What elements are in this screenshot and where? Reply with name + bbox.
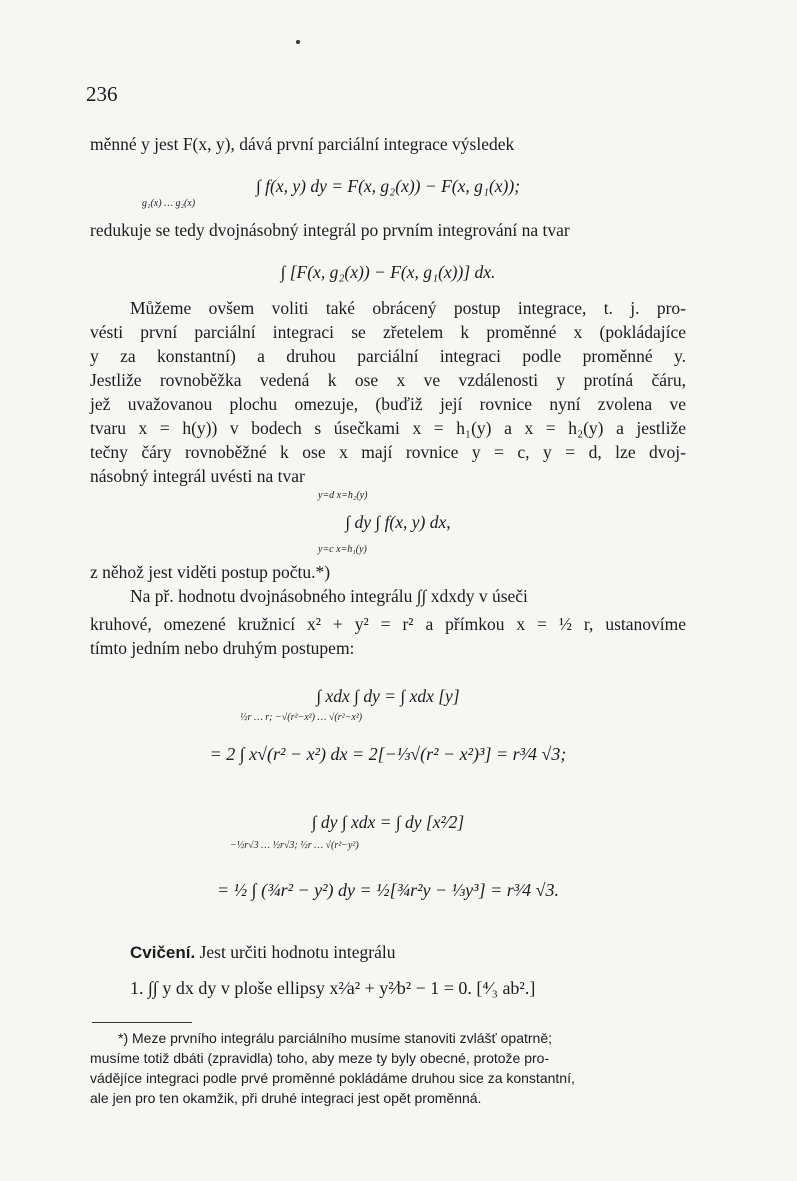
footnote-line: vádějíce integraci podle prvé proměnné pokládáme druhou sice za konstantní, xyxy=(90,1070,575,1086)
text-line: redukuje se tedy dvojnásobný integrál po prvním integrování na tvar xyxy=(90,220,570,240)
paragraph-line: Na př. hodnotu dvojnásobného integrálu ∫∫ xdxdy v úseči xyxy=(130,586,528,606)
equation-6: ∫ dy ∫ xdx = ∫ dy [x²⁄2] xyxy=(311,812,465,832)
footnote-line: ale jen pro ten okamžik, při druhé integraci jest opět proměnná. xyxy=(90,1090,482,1106)
ink-dot xyxy=(296,40,300,44)
equation-3-lower-limits: y=c x=h₁(y) xyxy=(318,544,367,555)
paragraph-line: násobný integrál uvésti na tvar xyxy=(90,466,305,486)
equation-4: ∫ xdx ∫ dy = ∫ xdx [y] xyxy=(316,686,460,706)
paragraph-line: z něhož jest viděti postup počtu.*) xyxy=(90,562,331,582)
footnote-line: *) Meze prvního integrálu parciálního musíme stanoviti zvlášť opatrně; xyxy=(118,1030,553,1046)
equation-3-upper-limits: y=d x=h₂(y) xyxy=(318,490,368,501)
paragraph-line: Můžeme ovšem voliti také obrácený postup integrace, t. j. pro- xyxy=(130,298,686,318)
paragraph-line: y za konstantní) a druhou parciální integraci podle proměnné y. xyxy=(90,346,686,366)
equation-5: = 2 ∫ x√(r² − x²) dx = 2[−⅓√(r² − x²)³] = r³⁄4 √3; xyxy=(209,744,567,764)
text-line: měnné y jest F(x, y), dává první parciální integrace výsledek xyxy=(90,134,515,154)
footnote-rule xyxy=(92,1022,192,1023)
footnote-line: musíme totiž dbáti (zpravidla) toho, aby meze ty byly obecné, protože pro- xyxy=(90,1050,550,1066)
paragraph-line: tečny čáry rovnoběžné k ose x mají rovnice y = c, y = d, lze dvoj- xyxy=(90,442,686,462)
equation-6-limits: −½r√3 … ½r√3; ½r … √(r²−y²) xyxy=(230,840,359,851)
paragraph-line: Jestliže rovnoběžka vedená k ose x ve vzdálenosti y protíná čáru, xyxy=(90,370,686,390)
exercise-intro: Jest určiti hodnotu integrálu xyxy=(199,942,396,962)
paragraph-line: tímto jedním nebo druhým postupem: xyxy=(90,638,355,658)
equation-1-body: ∫ f(x, y) dy = F(x, g₂(x)) − F(x, g₁(x)); xyxy=(255,176,521,196)
paragraph-line: vésti první parciální integraci se zřetelem k proměnné x (pokládajíce xyxy=(90,322,686,342)
paragraph-line: jež uvažovanou plochu omezuje, (buďiž její rovnice nyní zvolena ve xyxy=(90,394,686,414)
equation-2: ∫ [F(x, g₂(x)) − F(x, g₁(x))] dx. xyxy=(280,262,496,282)
equation-1-limits: g₁(x) … g₂(x) xyxy=(142,198,196,209)
paragraph-line: kruhové, omezené kružnicí x² + y² = r² a přímkou x = ½ r, ustanovíme xyxy=(90,614,686,634)
equation-4-limits: ½r … r; −√(r²−x²) … √(r²−x²) xyxy=(240,712,363,723)
exercise-heading: Cvičení. xyxy=(130,943,196,962)
exercise-heading-line xyxy=(130,942,395,963)
equation-7: = ½ ∫ (¾r² − y²) dy = ½[¾r²y − ⅓y³] = r³⁄4 √3. xyxy=(217,880,559,900)
page-number: 236 xyxy=(86,82,118,106)
equation-1 xyxy=(90,176,686,197)
equation-3: ∫ dy ∫ f(x, y) dx, xyxy=(345,512,451,532)
exercise-1: 1. ∫∫ y dx dy v ploše ellipsy x²⁄a² + y²⁄b² − 1 = 0. [⁴⁄₃ ab².] xyxy=(130,978,536,998)
paragraph-line: tvaru x = h(y)) v bodech s úsečkami x = h₁(y) a x = h₂(y) a jestliže xyxy=(90,418,686,438)
